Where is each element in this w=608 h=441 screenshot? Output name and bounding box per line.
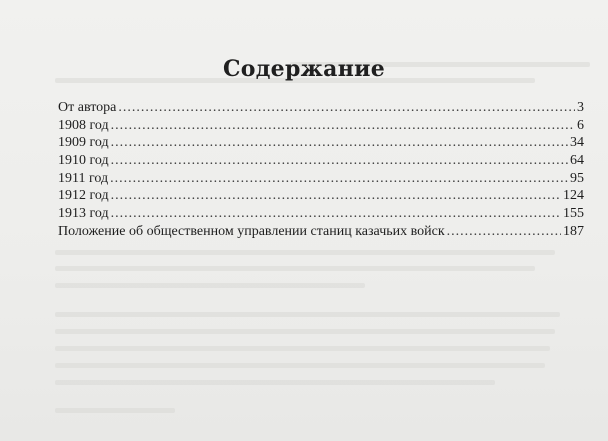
toc-entry-title: 1912 год bbox=[58, 188, 109, 204]
toc-entry-page: 95 bbox=[570, 170, 584, 186]
toc-entry-title: 1909 год bbox=[58, 135, 109, 151]
bleed-through-line bbox=[55, 283, 365, 288]
bleed-through-line bbox=[55, 266, 535, 271]
dot-leader bbox=[111, 205, 561, 223]
bleed-through-line bbox=[55, 346, 550, 351]
toc-entry bbox=[58, 187, 584, 205]
table-of-contents bbox=[58, 99, 584, 241]
toc-entry bbox=[58, 117, 584, 135]
toc-entry bbox=[58, 134, 584, 152]
toc-entry-title: 1913 год bbox=[58, 206, 109, 222]
toc-entry-page: 34 bbox=[570, 135, 584, 151]
toc-entry-title: 1908 год bbox=[58, 117, 109, 133]
toc-entry bbox=[58, 223, 584, 241]
toc-entry bbox=[58, 205, 584, 223]
toc-entry bbox=[58, 99, 584, 117]
dot-leader bbox=[111, 117, 575, 135]
bleed-through-line bbox=[55, 363, 545, 368]
bleed-through-line bbox=[55, 312, 560, 317]
toc-entry-page: 124 bbox=[563, 188, 584, 204]
toc-entry bbox=[58, 170, 584, 188]
toc-entry-title: Положение об общественном управлении станиц казачьих войск bbox=[58, 223, 445, 239]
bleed-through-line bbox=[55, 408, 175, 413]
toc-entry bbox=[58, 152, 584, 170]
toc-entry-page: 3 bbox=[577, 100, 584, 115]
toc-entry-title: 1910 год bbox=[58, 153, 109, 169]
bleed-through-line bbox=[55, 329, 555, 334]
bleed-through-line bbox=[55, 380, 495, 385]
toc-entry-title: От автора bbox=[58, 100, 117, 115]
dot-leader bbox=[447, 223, 561, 241]
dot-leader bbox=[111, 152, 568, 170]
page-title: Содержание bbox=[222, 56, 386, 82]
toc-entry-page: 155 bbox=[563, 206, 584, 222]
dot-leader bbox=[110, 170, 568, 188]
toc-entry-page: 64 bbox=[570, 153, 584, 169]
bleed-through-line bbox=[55, 250, 555, 255]
dot-leader bbox=[118, 99, 575, 117]
toc-entry-title: 1911 год bbox=[58, 170, 109, 186]
toc-entry-page: 187 bbox=[563, 223, 584, 239]
toc-entry-page: 6 bbox=[577, 117, 584, 133]
dot-leader bbox=[111, 187, 561, 205]
dot-leader bbox=[111, 134, 568, 152]
